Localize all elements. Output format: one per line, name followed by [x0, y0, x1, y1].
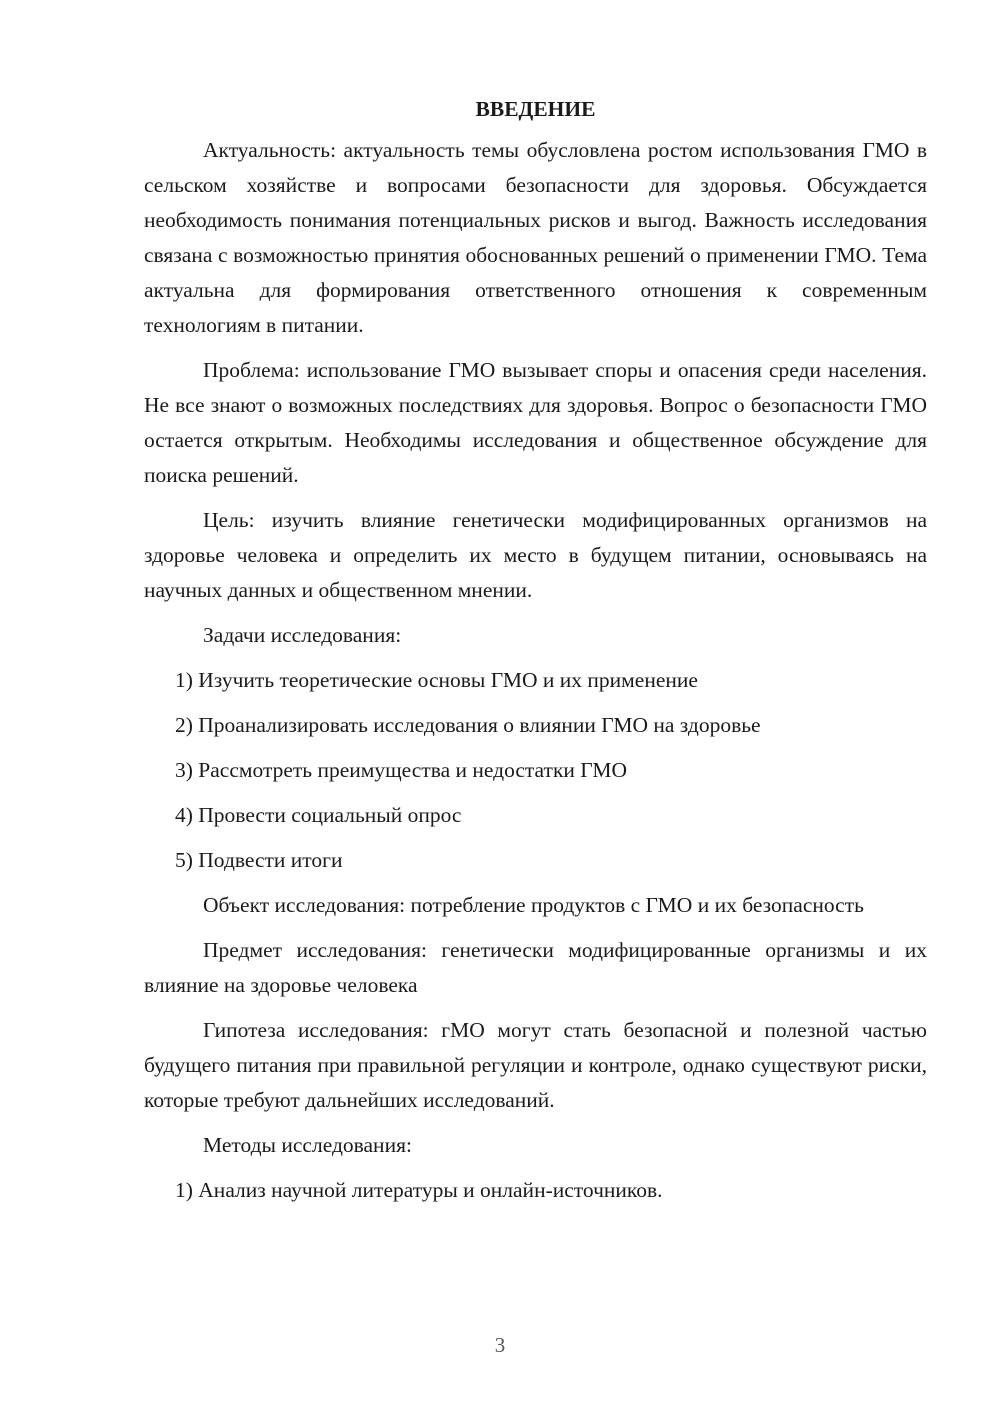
task-item: 4) Провести социальный опрос — [175, 803, 462, 827]
task-item: 5) Подвести итоги — [175, 848, 343, 872]
task-item: 3) Рассмотреть преимущества и недостатки ГМО — [175, 758, 628, 782]
methods-heading: Методы исследования: — [203, 1133, 412, 1157]
object-paragraph: Объект исследования: потребление продуктов с ГМО и их безопасность — [203, 893, 864, 917]
page-title: ВВЕДЕНИЕ — [475, 97, 596, 121]
subject-paragraph: Предмет исследования: генетически модифицированные организмы и их влияние на здоровье человека — [144, 938, 927, 997]
hypothesis-paragraph: Гипотеза исследования: гМО могут стать безопасной и полезной частью будущего питания при правильной регуляции и контроле, однако существуют риски, которые требуют дальнейших исследований. — [144, 1018, 927, 1112]
problem-paragraph: Проблема: использование ГМО вызывает споры и опасения среди населения. Не все знают о возможных последствиях для здоровья. Вопрос о безопасности ГМО остается открытым. Необходимы исследования и общественное обсуждение для поиска решений. — [144, 358, 927, 487]
method-item: 1) Анализ научной литературы и онлайн-источников. — [175, 1178, 663, 1202]
relevance-paragraph: Актуальность: актуальность темы обусловлена ростом использования ГМО в сельском хозяйстве и вопросами безопасности для здоровья. Обсуждается необходимость понимания потенциальных рисков и выгод. Важность исследования связана с возможностью принятия обоснованных решений о применении ГМО. Тема актуальна для формирования ответственного отношения к современным технологиям в питании. — [144, 138, 927, 337]
page-number: 3 — [494, 1333, 506, 1357]
tasks-list — [144, 663, 927, 878]
document-page — [144, 92, 927, 1218]
tasks-heading: Задачи исследования: — [203, 623, 402, 647]
task-item: 2) Проанализировать исследования о влиянии ГМО на здоровье — [175, 713, 761, 737]
task-item: 1) Изучить теоретические основы ГМО и их применение — [175, 668, 698, 692]
methods-list — [144, 1173, 927, 1208]
goal-paragraph: Цель: изучить влияние генетически модифицированных организмов на здоровье человека и определить их место в будущем питании, основываясь на научных данных и общественном мнении. — [144, 508, 927, 602]
